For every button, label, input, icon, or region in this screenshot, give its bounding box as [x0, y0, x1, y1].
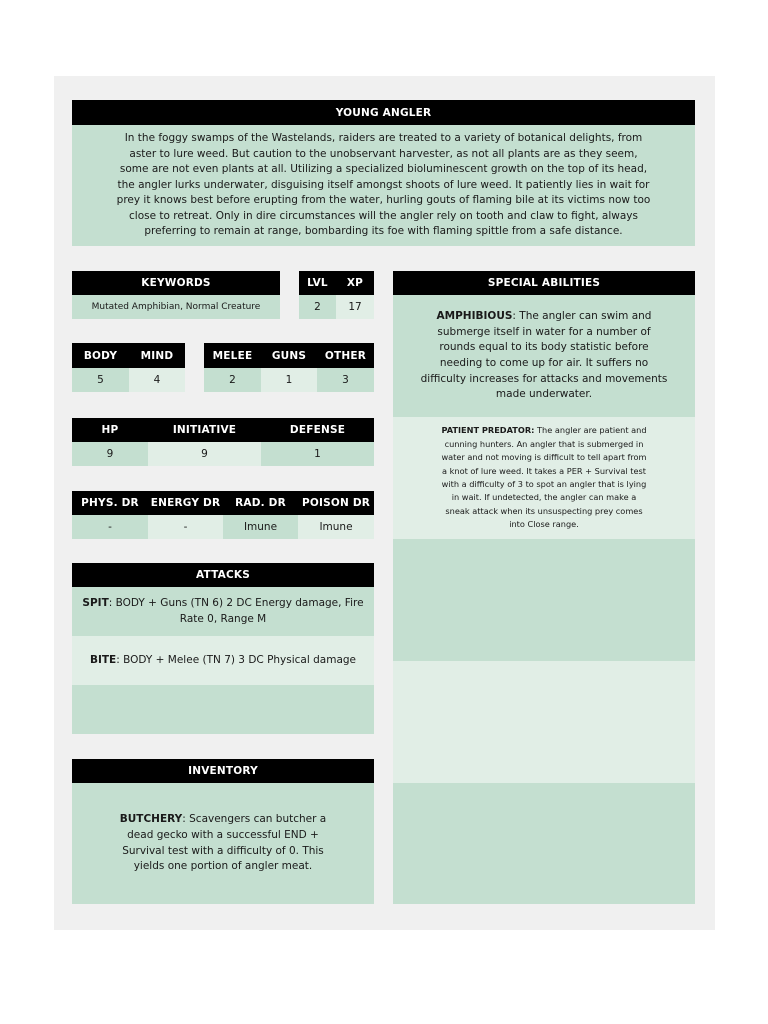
other-value: 3	[317, 368, 374, 392]
other-header: OTHER	[317, 343, 374, 368]
guns-header: GUNS	[261, 343, 317, 368]
ability-amphibious	[393, 295, 695, 417]
poison-dr-header: POISON DR	[298, 491, 374, 515]
lvl-header: LVL	[299, 271, 336, 295]
keywords-header: KEYWORDS	[72, 271, 280, 295]
defense-value: 1	[261, 442, 374, 466]
inventory-item-name: BUTCHERY	[119, 813, 183, 826]
inventory-butchery	[72, 783, 374, 904]
hp-value: 9	[72, 442, 148, 466]
creature-description	[72, 125, 695, 246]
ability-patient-predator	[393, 417, 695, 539]
hp-header: HP	[72, 418, 148, 442]
ability-name: PATIENT PREDATOR:	[441, 425, 535, 436]
attack-name: SPIT	[82, 596, 109, 609]
attack-bite	[72, 636, 374, 685]
description-text: In the foggy swamps of the Wastelands, raiders are treated to a variety of botanical delights, from aster to lure weed. But caution to the unobservant harvester, as not all plants are as they seem, some are not even plants at all. Utilizing a specialized bioluminescent growth on the top of its head, the angler lurks underwater, disguising itself amongst shoots of lure weed. It patiently lies in wait for prey it knows best before erupting from the water, hurling gouts of flaming bile at its victims now too close to retreat. Only in dire circumstances will the angler rely on tooth and claw to fight, always preferring to remain at range, bombarding its foe with flaming spittle from a safe distance.	[116, 131, 651, 238]
rad-dr-header: RAD. DR	[223, 491, 298, 515]
inventory-header: INVENTORY	[72, 759, 374, 783]
initiative-header: INITIATIVE	[148, 418, 261, 442]
ability-empty-row	[393, 661, 695, 783]
defense-header: DEFENSE	[261, 418, 374, 442]
attack-name: BITE	[89, 653, 117, 666]
attack-spit	[72, 587, 374, 636]
mind-header: MIND	[129, 343, 185, 368]
guns-value: 1	[261, 368, 317, 392]
initiative-value: 9	[148, 442, 261, 466]
xp-value: 17	[336, 295, 374, 319]
attack-text: : BODY + Melee (TN 7) 3 DC Physical damage	[116, 653, 357, 666]
poison-dr-value: Imune	[298, 515, 374, 539]
rad-dr-value: Imune	[223, 515, 298, 539]
ability-empty-row	[393, 783, 695, 904]
energy-dr-header: ENERGY DR	[148, 491, 223, 515]
energy-dr-value: -	[148, 515, 223, 539]
attacks-header: ATTACKS	[72, 563, 374, 587]
phys-dr-header: PHYS. DR	[72, 491, 148, 515]
inventory-item-text: : Scavengers can butcher a dead gecko with a successful END + Survival test with a difficulty of 0. This yields one portion of angler meat.	[122, 813, 327, 873]
mind-value: 4	[129, 368, 185, 392]
ability-text: : The angler can swim and submerge itself in water for a number of rounds equal to its body statistic before needing to come up for air. It suffers no difficulty increases for attacks and movements made underwater.	[420, 310, 668, 401]
ability-empty-row	[393, 539, 695, 661]
xp-header: XP	[336, 271, 374, 295]
ability-text: The angler are patient and cunning hunters. An angler that is submerged in water and not moving is difficult to tell apart from a knot of lure weed. It takes a PER + Survival test with a difficulty of 3 to spot an angler that is lying in wait. If undetected, the angler can make a sneak attack when its unsuspecting prey comes into Close range.	[441, 425, 647, 530]
melee-value: 2	[204, 368, 261, 392]
keywords-value: Mutated Amphibian, Normal Creature	[72, 295, 280, 319]
body-value: 5	[72, 368, 129, 392]
body-header: BODY	[72, 343, 129, 368]
melee-header: MELEE	[204, 343, 261, 368]
lvl-value: 2	[299, 295, 336, 319]
ability-name: AMPHIBIOUS	[436, 310, 513, 323]
special-abilities-header: SPECIAL ABILITIES	[393, 271, 695, 295]
attack-text: : BODY + Guns (TN 6) 2 DC Energy damage, Fire Rate 0, Range M	[108, 596, 364, 625]
creature-title: YOUNG ANGLER	[72, 100, 695, 125]
phys-dr-value: -	[72, 515, 148, 539]
attack-empty-row	[72, 685, 374, 734]
